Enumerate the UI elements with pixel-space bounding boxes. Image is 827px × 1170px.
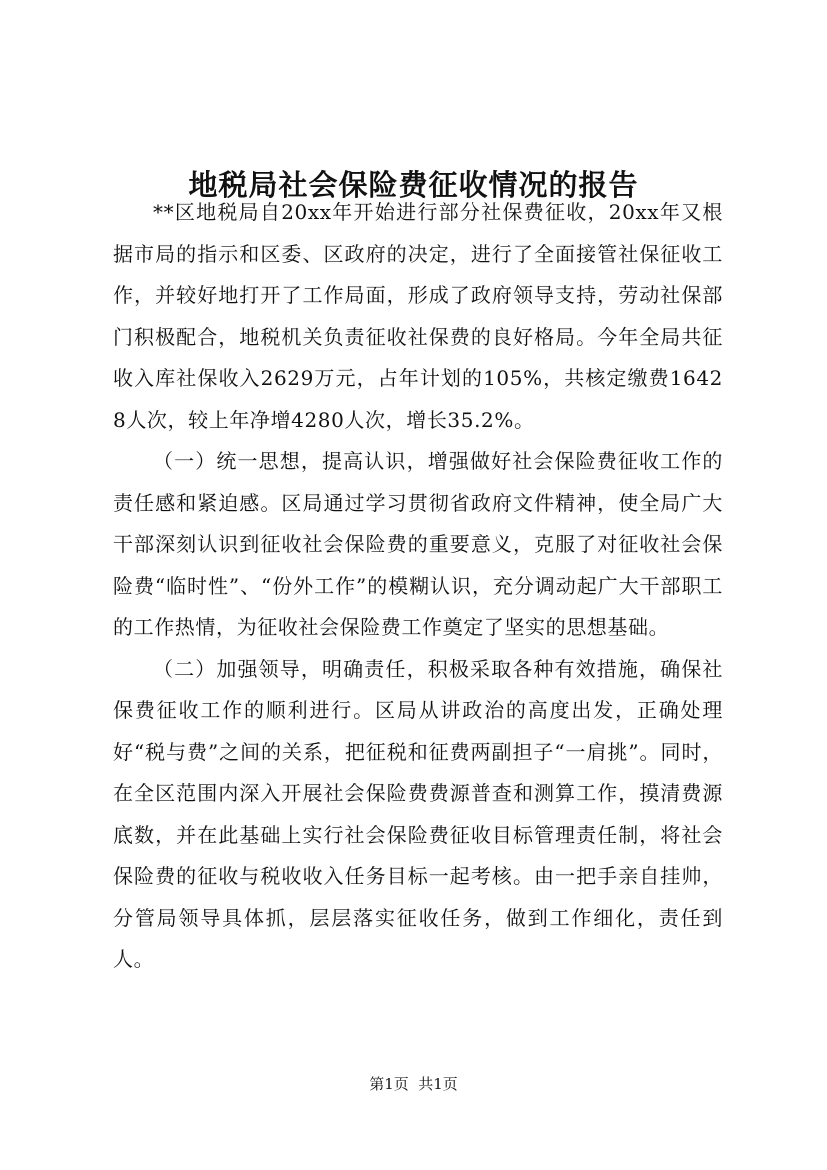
paragraph-section-1: （一）统一思想，提高认识，增强做好社会保险费征收工作的责任感和紧迫感。区局通过学习贯彻省政府文件精神，使全局广大干部深刻认识到征收社会保险费的重要意义，克服了对征收社会保险费“临时性”、“份外工作”的模糊认识，充分调动起广大干部职工的工作热情，为征收社会保险费工作奠定了坚实的思想基础。	[113, 449, 723, 639]
page-footer	[0, 1074, 827, 1094]
paragraph-section-2: （二）加强领导，明确责任，积极采取各种有效措施，确保社保费征收工作的顺利进行。区局从讲政治的高度出发，正确处理好“税与费”之间的关系，把征税和征费两副担子“一肩挑”。同时，在全区范围内深入开展社会保险费费源普查和测算工作，摸清费源底数，并在此基础上实行社会保险费征收目标管理责任制，将社会保险费的征收与税收收入任务目标一起考核。由一把手亲自挂帅，分管局领导具体抓，层层落实征收任务，做到工作细化，责任到人。	[113, 656, 723, 971]
page-number-label: 第1页 共1页	[369, 1075, 458, 1093]
document-body	[113, 192, 723, 981]
document-title: 地税局社会保险费征收情况的报告	[188, 168, 639, 203]
paragraph-intro: **区地税局自20xx年开始进行部分社保费征收，20xx年又根据市局的指示和区委、区政府的决定，进行了全面接管社保征收工作，并较好地打开了工作局面，形成了政府领导支持，劳动社保部门积极配合，地税机关负责征收社保费的良好格局。今年全局共征收入库社保收入2629万元，占年计划的105%，共核定缴费16428人次，较上年净增4280人次，增长35.2%。	[113, 200, 723, 432]
